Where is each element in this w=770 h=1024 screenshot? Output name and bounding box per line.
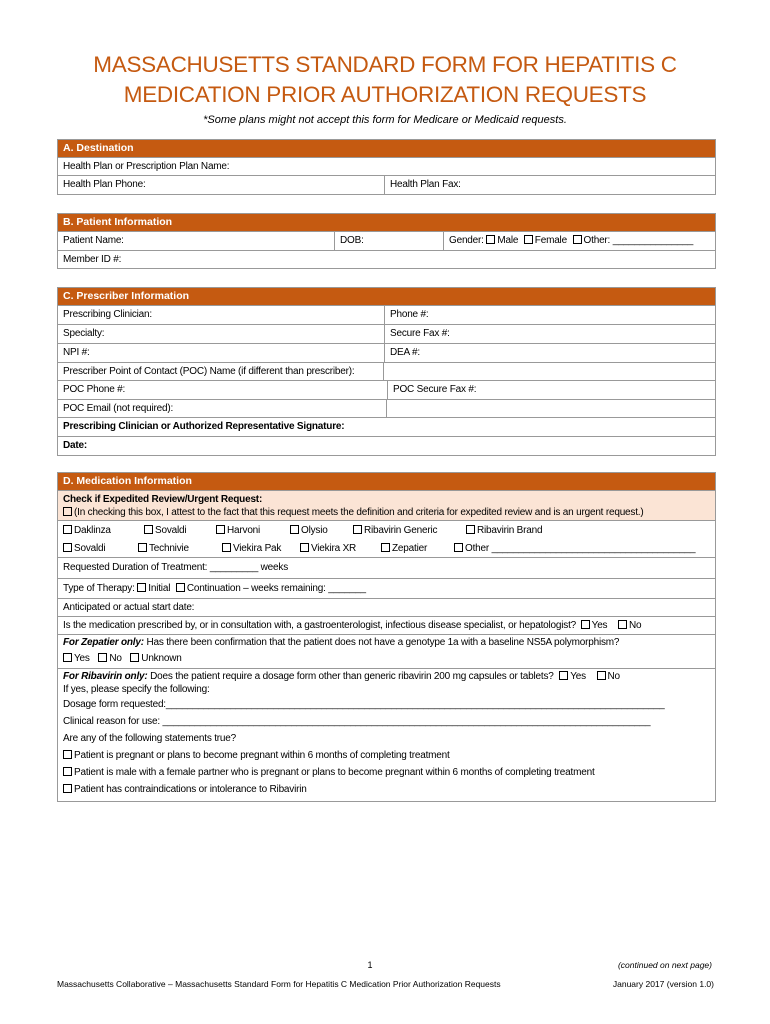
therapy-label: Type of Therapy: (63, 583, 135, 594)
ribavirin-no-checkbox[interactable] (597, 671, 606, 680)
section-b-header: B. Patient Information (58, 214, 715, 231)
med-label: Zepatier (392, 543, 428, 554)
poc-email-field[interactable] (58, 400, 387, 417)
gender-label: Gender: (449, 235, 484, 246)
if-yes-label: If yes, please specify the following: (63, 684, 210, 695)
health-plan-name-row[interactable] (58, 157, 715, 175)
health-plan-phone-label: Health Plan Phone: (63, 179, 146, 190)
dosage-form-field[interactable]: Dosage form requested:_____________________________________________________________________________________________ (63, 699, 665, 710)
continued-note: (continued on next page) (617, 960, 712, 970)
specialist-question: Is the medication prescribed by, or in consultation with, a gastroenterologist, infectious disease specialist, or hepatologist? (63, 620, 577, 631)
med-harvoni[interactable] (216, 522, 260, 539)
stmt3-label: Patient has contraindications or intolerance to Ribavirin (74, 784, 307, 795)
therapy-continuation-label: Continuation – weeks remaining: _______ (186, 583, 366, 594)
zepatier-no-label: No (109, 653, 122, 664)
phone-label: Phone #: (390, 309, 429, 320)
footer-right: January 2017 (version 1.0) (612, 979, 714, 989)
member-id-label: Member ID #: (63, 254, 122, 265)
zepatier-row (58, 634, 715, 668)
health-plan-fax-label: Health Plan Fax: (390, 179, 461, 190)
form-title (0, 50, 770, 110)
therapy-initial-checkbox[interactable] (137, 583, 146, 592)
expedited-checkbox[interactable] (63, 507, 72, 516)
poc-name-label: Prescriber Point of Contact (POC) Name (if different than prescriber): (63, 366, 355, 377)
med-checkbox[interactable] (290, 525, 299, 534)
prescribing-clinician-label: Prescribing Clinician: (63, 309, 152, 320)
section-a-header: A. Destination (58, 140, 715, 157)
patient-row (58, 231, 715, 250)
dob-label: DOB: (340, 235, 364, 246)
med-ribavirin-generic[interactable] (353, 522, 437, 539)
specialty-label: Specialty: (63, 328, 105, 339)
medicare-note: *Some plans might not accept this form for Medicare or Medicaid requests. (203, 114, 567, 126)
med-checkbox[interactable] (300, 543, 309, 552)
zepatier-unknown-checkbox[interactable] (130, 653, 139, 662)
specialty-row (58, 324, 715, 343)
zepatier-unknown-label: Unknown (141, 653, 182, 664)
med-technivie[interactable] (138, 540, 189, 557)
duration-label: Requested Duration of Treatment: _________ weeks (63, 562, 288, 573)
med-label: Harvoni (227, 525, 261, 536)
zepatier-yes-checkbox[interactable] (63, 653, 72, 662)
npi-label: NPI #: (63, 347, 90, 358)
stmt3-checkbox[interactable] (63, 784, 72, 793)
med-zepatier[interactable] (381, 540, 427, 557)
ribavirin-question: Does the patient require a dosage form other than generic ribavirin 200 mg capsules or tablets? (150, 671, 554, 682)
med-viekira-xr[interactable] (300, 540, 356, 557)
med-checkbox[interactable] (216, 525, 225, 534)
female-checkbox[interactable] (524, 235, 533, 244)
specialist-row (58, 616, 715, 634)
med-daklinza[interactable] (63, 522, 111, 539)
med-ribavirin-brand[interactable] (466, 522, 542, 539)
stmt2-checkbox[interactable] (63, 767, 72, 776)
title-line-1: MASSACHUSETTS STANDARD FORM FOR HEPATITIS C (93, 52, 677, 77)
poc-fax-label: POC Secure Fax #: (393, 384, 477, 395)
specialty-field[interactable] (58, 325, 384, 343)
med-label: Other ______________________________________ (465, 543, 696, 554)
med-label: Daklinza (74, 525, 111, 536)
female-label: Female (534, 235, 567, 246)
dea-field[interactable] (384, 344, 715, 362)
med-checkbox[interactable] (144, 525, 153, 534)
poc-email-label: POC Email (not required): (63, 403, 174, 414)
therapy-row (58, 578, 715, 598)
med-sovaldi-1[interactable] (144, 522, 186, 539)
stmt2-label: Patient is male with a female partner who is pregnant or plans to become pregnant within 6 months of completing treatment (74, 767, 595, 778)
other-gender-checkbox[interactable] (573, 235, 582, 244)
stmt1-label: Patient is pregnant or plans to become pregnant within 6 months of completing treatment (74, 750, 450, 761)
med-label: Sovaldi (74, 543, 106, 554)
med-checkbox[interactable] (381, 543, 390, 552)
medication-choices (58, 520, 715, 557)
dob-field[interactable] (334, 232, 443, 250)
male-checkbox[interactable] (486, 235, 495, 244)
therapy-initial-label: Initial (148, 583, 171, 594)
signature-label: Prescribing Clinician or Authorized Representative Signature: (63, 421, 345, 432)
section-c-header: C. Prescriber Information (58, 288, 715, 305)
start-date-label: Anticipated or actual start date: (63, 602, 195, 613)
ribavirin-yes-label: Yes (570, 671, 586, 682)
other-gender-label: Other: _______________ (583, 235, 694, 246)
specialist-yes-checkbox[interactable] (581, 620, 590, 629)
start-date-row[interactable] (58, 598, 715, 616)
signature-row[interactable] (58, 417, 715, 436)
med-checkbox[interactable] (353, 525, 362, 534)
date-row[interactable] (58, 436, 715, 455)
specialist-yes-label: Yes (591, 620, 608, 631)
med-viekira-pak[interactable] (222, 540, 281, 557)
gender-field (443, 232, 715, 250)
poc-phone-field[interactable] (58, 381, 387, 399)
med-checkbox[interactable] (454, 543, 463, 552)
med-label: Technivie (149, 543, 189, 554)
health-plan-fax-field[interactable] (384, 176, 715, 194)
prescribing-clinician-field[interactable] (58, 306, 384, 324)
poc-fax-field[interactable] (387, 381, 715, 399)
specialist-no-checkbox[interactable] (618, 620, 627, 629)
npi-field[interactable] (58, 344, 384, 362)
ribavirin-no-label: No (607, 671, 620, 682)
med-label: Sovaldi (155, 525, 187, 536)
patient-name-field[interactable] (58, 232, 334, 250)
duration-row[interactable] (58, 557, 715, 578)
med-checkbox[interactable] (63, 543, 72, 552)
secure-fax-field[interactable] (384, 325, 715, 343)
section-prescriber (57, 287, 716, 456)
ribavirin-yes-checkbox[interactable] (559, 671, 568, 680)
expedited-row (58, 490, 715, 520)
med-label: Viekira XR (311, 543, 357, 554)
med-label: Ribavirin Generic (364, 525, 438, 536)
poc-email-row (58, 399, 715, 417)
section-medication (57, 472, 716, 802)
page-number: 1 (367, 960, 373, 970)
poc-name-row (58, 362, 715, 380)
title-line-2: MEDICATION PRIOR AUTHORIZATION REQUESTS (123, 82, 647, 107)
poc-phone-label: POC Phone #: (63, 384, 126, 395)
med-checkbox[interactable] (63, 525, 72, 534)
expedited-text: (In checking this box, I attest to the fact that this request meets the definition and criteria for expedited review and is an urgent request.) (74, 507, 644, 518)
clinician-row (58, 305, 715, 324)
med-olysio[interactable] (290, 522, 328, 539)
secure-fax-label: Secure Fax #: (390, 328, 450, 339)
zepatier-label: For Zepatier only: (63, 637, 144, 648)
med-checkbox[interactable] (466, 525, 475, 534)
health-plan-name-label: Health Plan or Prescription Plan Name: (63, 161, 230, 172)
ribavirin-label: For Ribavirin only: (63, 671, 148, 682)
clinical-reason-field[interactable]: Clinical reason for use: ___________________________________________________________________________________________ (63, 716, 651, 727)
med-sovaldi-2[interactable] (63, 540, 105, 557)
health-plan-contact-row (58, 175, 715, 194)
ribavirin-block (58, 668, 715, 801)
member-id-row[interactable] (58, 250, 715, 268)
section-destination (57, 139, 716, 195)
dea-label: DEA #: (390, 347, 420, 358)
poc-contact-row (58, 380, 715, 399)
stmt1-checkbox[interactable] (63, 750, 72, 759)
section-d-header: D. Medication Information (58, 473, 715, 490)
date-label: Date: (63, 440, 88, 451)
phone-field[interactable] (384, 306, 715, 324)
footer-left: Massachusetts Collaborative – Massachusetts Standard Form for Hepatitis C Medication Prior Authorization Requests (57, 979, 501, 989)
specialist-no-label: No (628, 620, 642, 631)
npi-row (58, 343, 715, 362)
med-other[interactable] (454, 540, 695, 557)
zepatier-no-checkbox[interactable] (98, 653, 107, 662)
poc-name-field[interactable] (58, 363, 384, 380)
section-patient (57, 213, 716, 269)
therapy-continuation-checkbox[interactable] (176, 583, 185, 592)
med-checkbox[interactable] (138, 543, 147, 552)
med-checkbox[interactable] (222, 543, 231, 552)
zepatier-question: Has there been confirmation that the patient does not have a genotype 1a with a baseline NS5A polymorphism? (146, 637, 620, 648)
zepatier-yes-label: Yes (74, 653, 90, 664)
med-label: Viekira Pak (233, 543, 282, 554)
med-label: Ribavirin Brand (477, 525, 543, 536)
statements-question: Are any of the following statements true? (63, 733, 237, 744)
male-label: Male (497, 235, 519, 246)
patient-name-label: Patient Name: (63, 235, 124, 246)
health-plan-phone-field[interactable] (58, 176, 384, 194)
med-label: Olysio (301, 525, 328, 536)
expedited-title: Check if Expedited Review/Urgent Request: (63, 494, 263, 505)
